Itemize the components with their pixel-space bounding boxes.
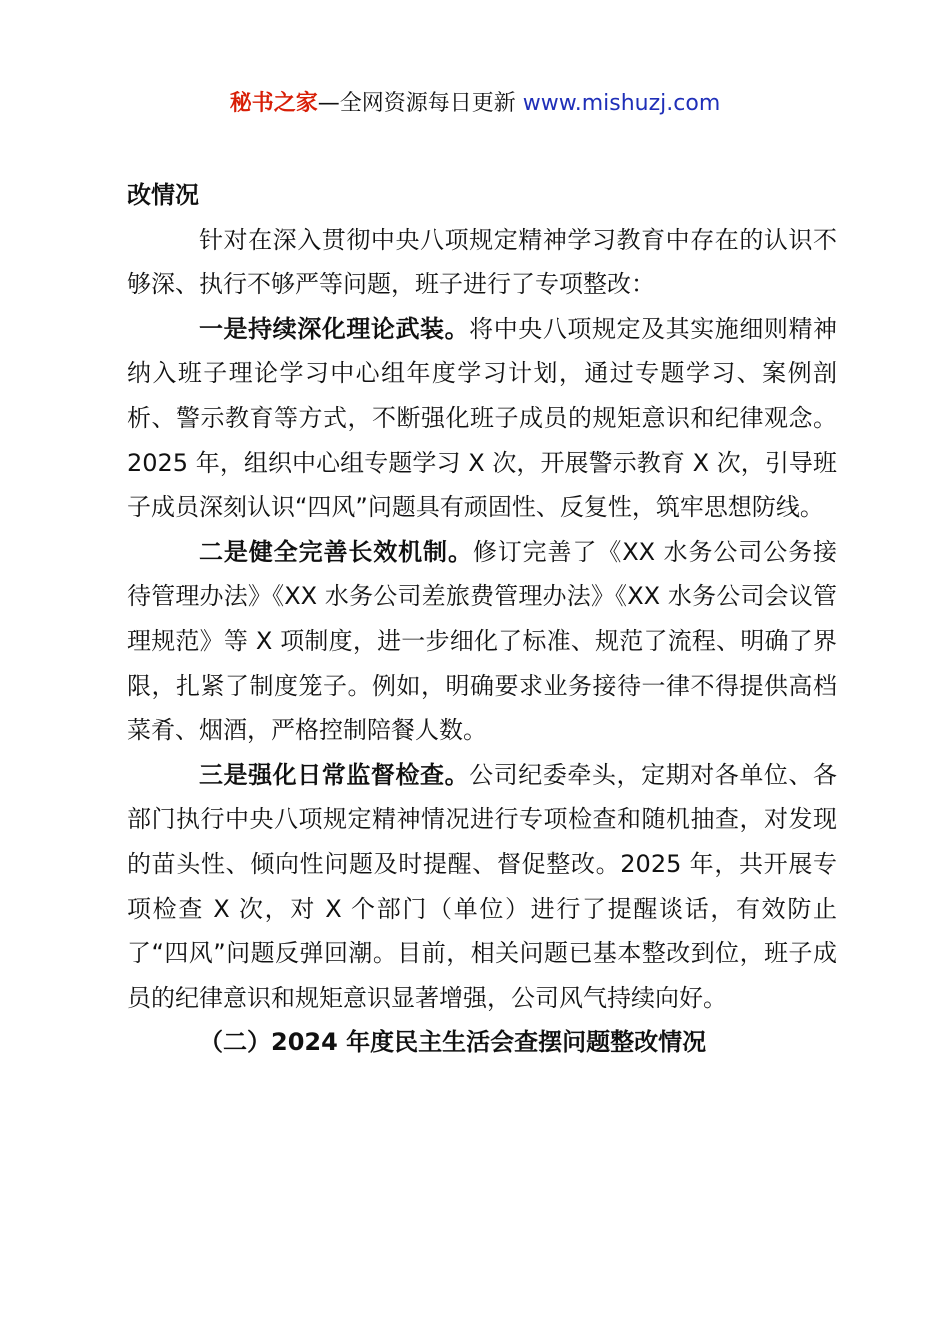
- measure-body-3: 公司纪委牵头，定期对各单位、各部门执行中央八项规定精神情况进行专项检查和随机抽查，对发现的苗头性、倾向性问题及时提醒、督促整改。2025 年，共开展专项检查 X 次，对 X 个部门（单位）进行了提醒谈话，有效防止了“四风”问题反弹回潮。目前，相关问题已基本整改到位，班子成员的纪律意识和规矩意识显著增强，公司风气持续向好。: [127, 760, 838, 1012]
- measure-lead-1: 一是持续深化理论武装。: [199, 314, 470, 343]
- measure-body-1: 将中央八项规定及其实施细则精神纳入班子理论学习中心组年度学习计划，通过专题学习、案例剖析、警示教育等方式，不断强化班子成员的规矩意识和纪律观念。2025 年，组织中心组专题学习 X 次，开展警示教育 X 次，引导班子成员深刻认识“四风”问题具有顽固性、反复性，筑牢思想防线。: [127, 314, 838, 522]
- document-body: [127, 173, 837, 1065]
- site-link[interactable]: www.mishuzj.com: [522, 91, 721, 116]
- header-tagline: —全网资源每日更新: [317, 91, 523, 116]
- measure-body-2: 修订完善了《XX 水务公司公务接待管理办法》《XX 水务公司差旅费管理办法》《XX 水务公司会议管理规范》等 X 项制度，进一步细化了标准、规范了流程、明确了界限，扎紧了制度笼子。例如，明确要求业务接待一律不得提供高档菜肴、烟酒，严格控制陪餐人数。: [127, 537, 838, 745]
- page-header: [0, 86, 950, 122]
- measure-lead-3: 三是强化日常监督检查。: [199, 760, 470, 789]
- continued-heading: 改情况: [127, 181, 199, 209]
- brand-name: 秘书之家: [229, 91, 318, 116]
- measure-paragraph-1: [127, 307, 837, 530]
- section-heading: （二）2024 年度民主生活会查摆问题整改情况: [199, 1028, 707, 1057]
- measure-paragraph-3: [127, 753, 837, 1021]
- measure-lead-2: 二是健全完善长效机制。: [199, 537, 473, 566]
- measure-paragraph-2: [127, 530, 837, 753]
- intro-paragraph: 针对在深入贯彻中央八项规定精神学习教育中存在的认识不够深、执行不够严等问题，班子进行了专项整改：: [127, 225, 837, 299]
